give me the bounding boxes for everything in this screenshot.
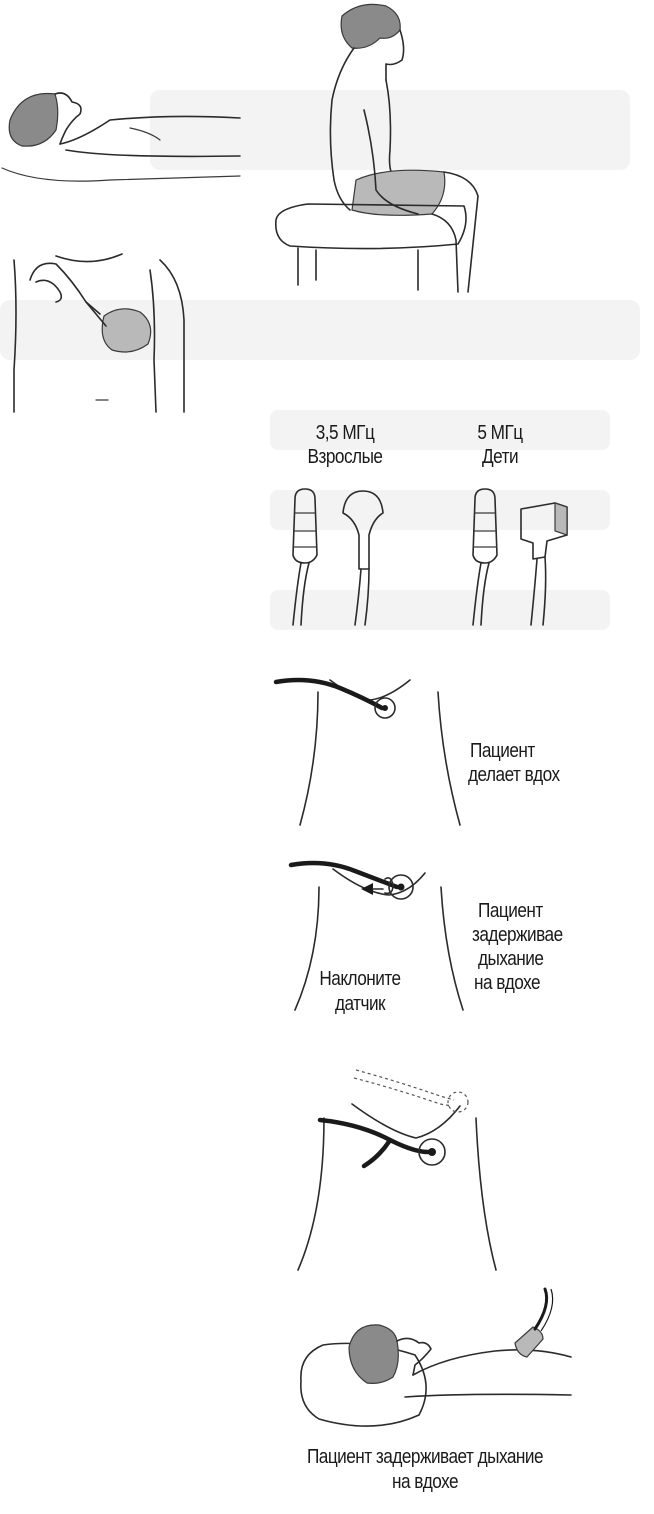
step2-tilt-line2: датчик	[334, 993, 386, 1015]
illustration-torso-step1	[270, 670, 470, 830]
final-caption-line1: Пациент задерживает дыхание	[306, 1446, 544, 1468]
illustration-torso-step2	[285, 855, 485, 1015]
step2-note-line1: Пациент	[478, 900, 543, 922]
illustration-probe-on-chest	[0, 240, 195, 415]
probe-child-frequency: 5 МГц	[477, 422, 523, 444]
step2-tilt-line1: Наклоните	[319, 968, 401, 990]
illustration-probes	[285, 485, 585, 630]
final-caption-line2: на вдохе	[391, 1471, 459, 1493]
step2-note-line2: задерживае	[472, 924, 563, 946]
illustration-patient-sitting	[268, 0, 498, 295]
illustration-patient-lying	[0, 80, 250, 190]
step1-note-line2: делает вдох	[468, 764, 560, 786]
step2-note-line4: на вдохе	[474, 972, 541, 994]
step2-note-line3: дыхание	[478, 948, 544, 970]
illustration-patient-lying-with-probe	[295, 1285, 575, 1440]
illustration-torso-step3	[290, 1060, 500, 1275]
probe-adult-frequency: 3,5 МГц	[315, 422, 375, 444]
step1-note-line1: Пациент	[470, 740, 535, 762]
probe-adult-group: Взрослые	[307, 446, 383, 468]
probe-child-group: Дети	[481, 446, 519, 468]
